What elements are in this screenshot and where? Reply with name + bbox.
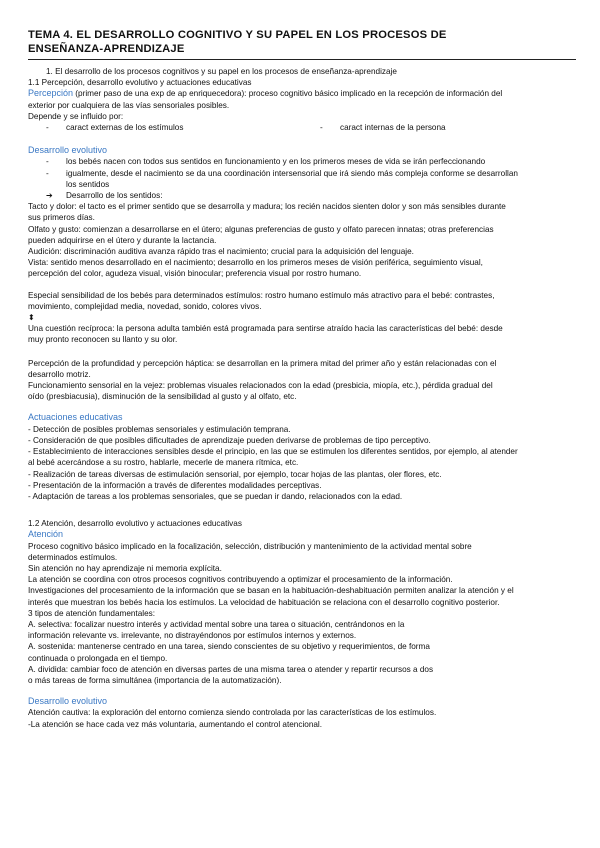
- section-1-2-heading: 1.2 Atención, desarrollo evolutivo y actuaciones educativas: [28, 519, 242, 529]
- profundidad-line-a: Percepción de la profundidad y percepción háptica: se desarrollan en la primera mitad del primer año y están relacionadas con el: [28, 358, 497, 368]
- atencion-def-b: determinados estímulos.: [28, 552, 118, 562]
- dev-bullet-1: [28, 156, 576, 167]
- section-1-1-heading: 1.1 Percepción, desarrollo evolutivo y actuaciones educativas: [28, 78, 252, 88]
- tipos-line: 3 tipos de atención fundamentales:: [28, 608, 155, 618]
- dash-icon: -: [46, 168, 49, 178]
- atencion-def-a: Proceso cognitivo básico implicado en la focalización, selección, distribución y mantenimiento de la actividad mental sobre: [28, 541, 472, 551]
- act-item-4: - Realización de tareas diversas de estimulación sensorial, por ejemplo, tocar hojas de las plantas, oler flores, etc.: [28, 469, 442, 479]
- dividida-b: o más tareas de forma simultánea (importancia de la automatización).: [28, 675, 282, 685]
- act-item-5: - Presentación de la información a través de diferentes modalidades perceptivas.: [28, 480, 322, 490]
- bullet-text: caract externas de los estímulos: [66, 123, 184, 133]
- act-item-2: - Consideración de que posibles dificultades de aprendizaje pueden derivarse de problemas de tipo perceptivo.: [28, 435, 431, 445]
- desarrollo-evolutivo-heading: Desarrollo evolutivo: [28, 145, 108, 156]
- actuaciones-educativas-heading: Actuaciones educativas: [28, 412, 123, 423]
- olfato-line-a: Olfato y gusto: comienzan a desarrollarse en el útero; algunas preferencias de gusto y olfato parecen innatas; otras preferencias: [28, 224, 494, 234]
- percepcion-def-b: exterior por cualquiera de las vías sensoriales posibles.: [28, 100, 230, 110]
- atencion-sin: Sin atención no hay aprendizaje ni memoria explícita.: [28, 563, 222, 573]
- act-item-3a: - Establecimiento de interacciones sensibles desde el principio, en las que se estimulen los diferentes sentidos, por ejemplo, al atender: [28, 447, 518, 457]
- act-item-3b: al bebé acercándose a su rostro, hablarle, mecerle de manera rítmica, etc.: [28, 458, 299, 468]
- sostenida-a: A. sostenida: mantenerse centrado en una tarea, siendo conscientes de su objetivo y requerimientos, de forma: [28, 642, 430, 652]
- atencion-inv-b: interés que muestran los bebés hacia los estímulos. La velocidad de habituación se relaciona con el desarrollo cognitivo posterior.: [28, 597, 500, 607]
- title-line-2: ENSEÑANZA-APRENDIZAJE: [28, 43, 185, 55]
- olfato-line-b: pueden adquirirse en el útero y durante la lactancia.: [28, 235, 217, 245]
- dash-icon: -: [46, 123, 49, 133]
- bullet-text: caract internas de la persona: [340, 123, 446, 133]
- percepcion-definition: [28, 88, 576, 99]
- cautiva-line: Atención cautiva: la exploración del entorno comienza siendo controlada por las características de los estímulos.: [28, 708, 437, 718]
- percepcion-def-a: (primer paso de una exp de ap enriquecedora): proceso cognitivo básico implicado en la recepción de información del: [73, 89, 503, 99]
- bullet-internas: [302, 122, 576, 133]
- selectiva-a: A. selectiva: focalizar nuestro interés y actividad mental sobre una tarea o situación, centrándonos en la: [28, 619, 405, 629]
- audicion-line: Audición: discriminación auditiva avanza rápido tras el nacimiento; crucial para la adquisición del lenguaje.: [28, 247, 414, 257]
- depende-line: Depende y se influido por:: [28, 111, 124, 121]
- reciproca-line-a: Una cuestión recíproca: la persona adulta también está programada para sentirse atraído hacia las características del bebé: desde: [28, 324, 503, 334]
- tacto-line-b: sus primeros días.: [28, 213, 95, 223]
- bullet-externas: [28, 122, 302, 133]
- desarrollo-sentidos: [28, 190, 576, 201]
- dividida-a: A. dividida: cambiar foco de atención en diversas partes de una misma tarea o atender y repartir recursos a dos: [28, 664, 434, 674]
- atencion-coord: La atención se coordina con otros procesos cognitivos contribuyendo a optimizar el procesamiento de la información.: [28, 575, 453, 585]
- vista-line-b: percepción del color, agudeza visual, visión binocular; preferencia visual por rostro humano.: [28, 269, 362, 279]
- act-item-1: - Detección de posibles problemas sensoriales y estimulación temprana.: [28, 424, 291, 434]
- voluntaria-line: -La atención se hace cada vez más voluntaria, aumentando el control atencional.: [28, 719, 323, 729]
- numbered-item: 1. El desarrollo de los procesos cognitivos y su papel en los procesos de enseñanza-aprendizaje: [46, 67, 397, 76]
- updown-arrow-icon: ⬍: [28, 313, 35, 323]
- percepcion-term: Percepción: [28, 88, 74, 99]
- dash-icon: -: [46, 157, 49, 167]
- dev-bullet-2: [28, 168, 576, 179]
- depende-bullets: [28, 122, 576, 133]
- desarrollo-evolutivo-2-heading: Desarrollo evolutivo: [28, 696, 108, 707]
- reciproca-line-b: muy pronto reconocen su llanto y su olor.: [28, 335, 178, 345]
- atencion-inv-a: Investigaciones del procesamiento de la información que se basan en la habituación-deshabituación permiten analizar la atención y el: [28, 586, 514, 596]
- title-line-1: TEMA 4. EL DESARROLLO COGNITIVO Y SU PAPEL EN LOS PROCESOS DE: [28, 29, 447, 41]
- vejez-line-b: oído (presbiacusia), disminución de la sensibilidad al gusto y al olfato, etc.: [28, 392, 297, 402]
- especial-line-a: Especial sensibilidad de los bebés para determinados estímulos: rostro humano estímulo más atractivo para el bebé: contrastes,: [28, 290, 495, 300]
- especial-line-b: movimiento, complejidad media, novedad, sonido, colores vivos.: [28, 301, 262, 311]
- arrow-icon: ➔: [46, 191, 53, 201]
- vejez-line-a: Funcionamiento sensorial en la vejez: problemas visuales relacionados con la edad (presbicia, miopía, etc.), pérdida gradual del: [28, 381, 493, 391]
- vista-line-a: Vista: sentido menos desarrollado en el nacimiento; desarrollo en los primeros meses de visión periférica, seguimiento visual,: [28, 258, 483, 268]
- dash-icon: -: [320, 123, 323, 133]
- title-rule: [28, 59, 576, 60]
- doc-title: [28, 28, 576, 56]
- bullet-text: igualmente, desde el nacimiento se da una coordinación intersensorial que irá siendo más compleja conforme se desarrollan: [66, 168, 518, 178]
- selectiva-b: información relevante vs. irrelevante, no distrayéndonos por estímulos internos y externos.: [28, 631, 357, 641]
- tacto-line-a: Tacto y dolor: el tacto es el primer sentido que se desarrolla y madura; los recién nacidos sienten dolor y son más sensibles durante: [28, 202, 506, 212]
- dev-bullet-2-cont: los sentidos: [66, 179, 110, 189]
- document-page: [28, 28, 576, 730]
- bullet-text: los bebés nacen con todos sus sentidos en funcionamiento y en los primeros meses de vida se irán perfeccionando: [66, 157, 486, 167]
- atencion-term: Atención: [28, 529, 64, 540]
- profundidad-line-b: desarrollo motriz.: [28, 369, 91, 379]
- arrow-text: Desarrollo de los sentidos:: [66, 191, 163, 201]
- sostenida-b: continuada o prolongada en el tiempo.: [28, 653, 168, 663]
- act-item-6: - Adaptación de tareas a los problemas sensoriales, que se puedan ir dando, relacionados con la edad.: [28, 491, 403, 501]
